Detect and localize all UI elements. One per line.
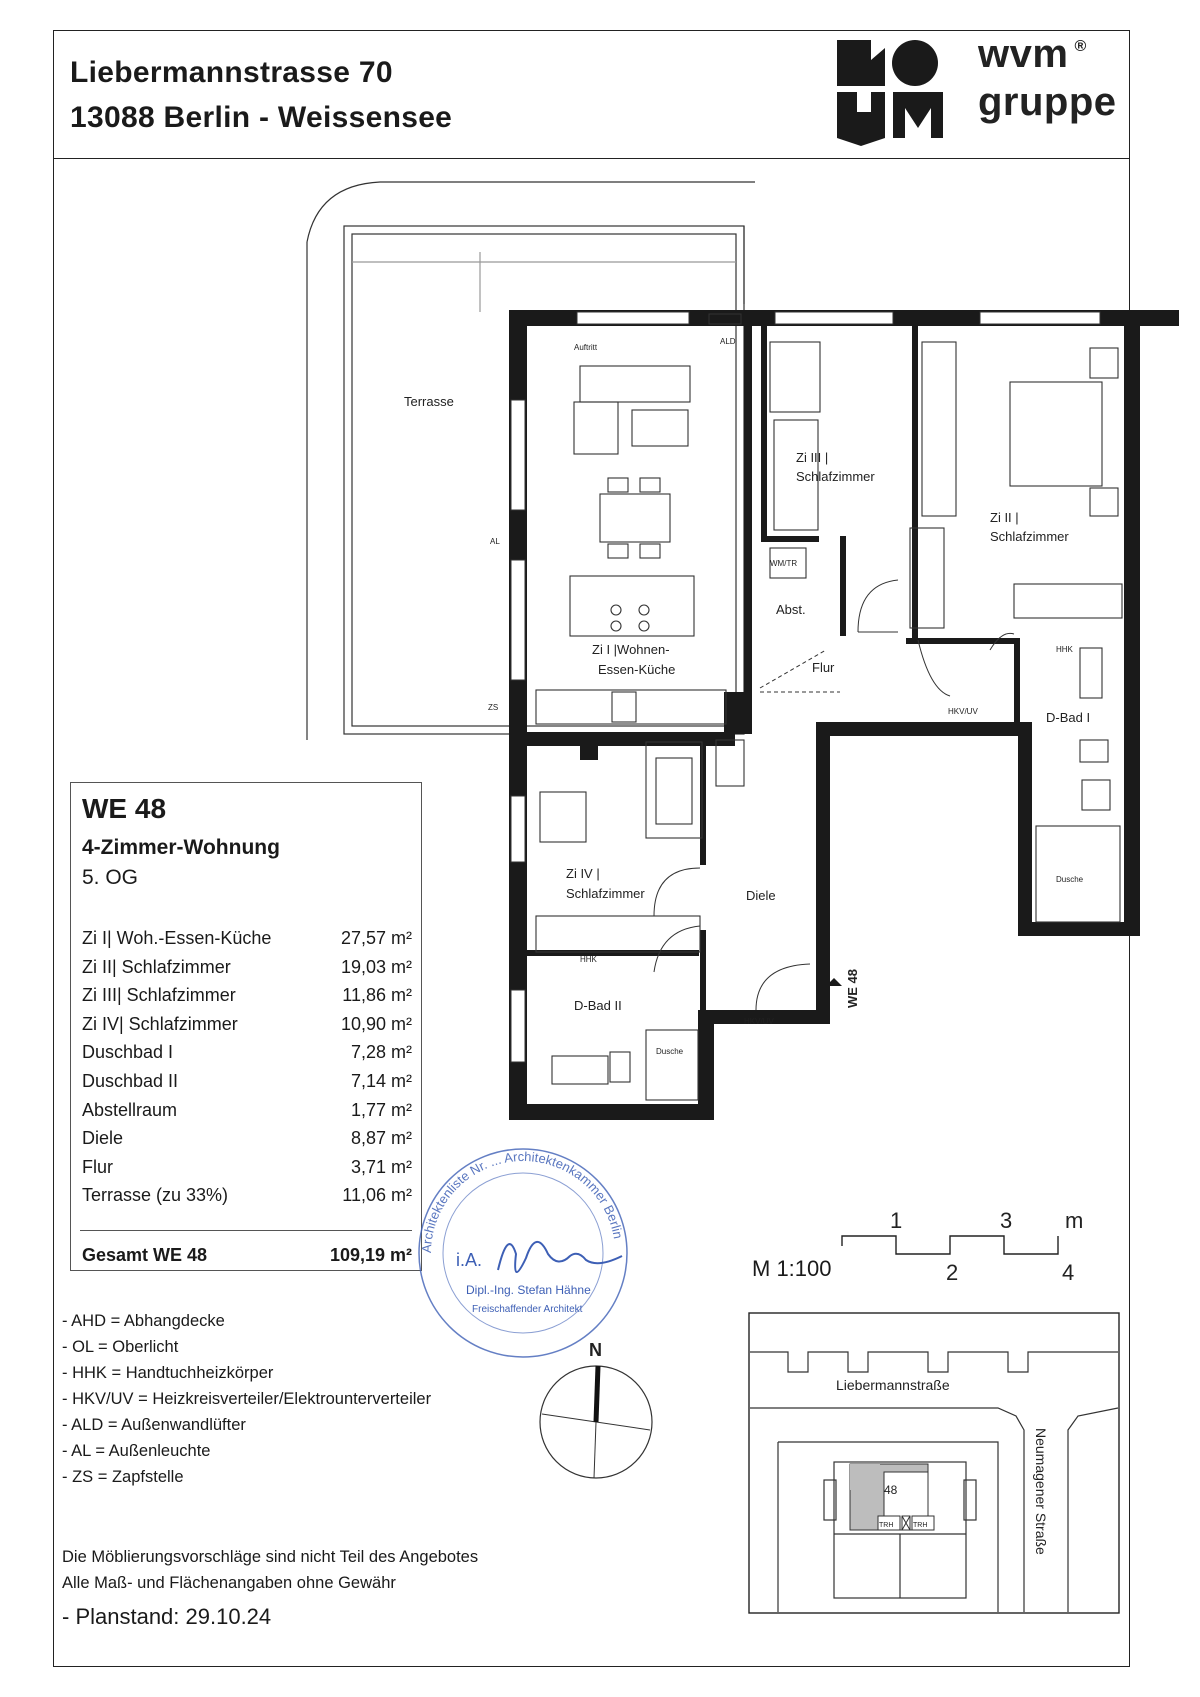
label-zi3-line1: Zi III |: [796, 450, 829, 465]
room-name: Zi IV| Schlafzimmer: [82, 1013, 238, 1034]
site-plan: [748, 1312, 1120, 1614]
room-area: 10,90 m²: [340, 1013, 412, 1034]
room-area: 7,14 m²: [350, 1070, 412, 1091]
total-divider: [80, 1230, 412, 1231]
label-flur: Flur: [812, 660, 835, 675]
room-area-list: [82, 928, 412, 1214]
legend-item: - OL = Oberlicht: [62, 1338, 179, 1356]
room-area: 19,03 m²: [340, 956, 412, 977]
label-hkv-2: HKV/UV: [744, 1017, 774, 1026]
address-line-1: Liebermannstrasse 70: [70, 56, 393, 89]
label-dbad2: D-Bad II: [574, 998, 622, 1013]
room-name: Zi III| Schlafzimmer: [82, 985, 236, 1006]
room-name: Zi II| Schlafzimmer: [82, 956, 231, 977]
label-abst: Abst.: [776, 602, 806, 617]
site-trh-1: TRH: [879, 1522, 894, 1529]
label-zs: ZS: [488, 703, 499, 712]
label-hhk-2: HHK: [580, 955, 597, 964]
scale-tick-m: m: [1065, 1210, 1084, 1233]
label-zi2-line2: Schlafzimmer: [990, 529, 1069, 544]
stamp-signature: i.A.: [456, 1250, 483, 1270]
scale-tick-4: 4: [1062, 1260, 1075, 1285]
note-furniture: Die Möblierungsvorschläge sind nicht Teil des Angebotes: [62, 1548, 479, 1566]
room-row: [82, 1042, 412, 1071]
address-line-2: 13088 Berlin - Weissensee: [70, 101, 453, 134]
plan-date: - Planstand: 29.10.24: [62, 1604, 272, 1629]
entrance-we-marker: WE 48: [845, 968, 860, 1008]
unit-title: WE 48: [82, 793, 167, 824]
room-name: Flur: [82, 1156, 113, 1177]
unit-type: 4-Zimmer-Wohnung: [82, 836, 280, 859]
label-auftritt: Auftritt: [574, 343, 598, 352]
room-row: [82, 1157, 412, 1186]
scale-label: M 1:100: [752, 1256, 832, 1281]
room-area: 11,86 m²: [342, 985, 412, 1006]
room-row: [82, 1100, 412, 1129]
room-name: Terrasse (zu 33%): [82, 1185, 229, 1206]
label-dbad1: D-Bad I: [1046, 710, 1091, 725]
logo-wordmark-line2: gruppe: [978, 80, 1117, 124]
label-zi1-line1: Zi I |Wohnen-: [592, 642, 670, 657]
label-dusche-1: Dusche: [1056, 875, 1084, 884]
unit-floor: 5. OG: [82, 866, 139, 889]
room-row: [82, 1014, 412, 1043]
room-area: 1,77 m²: [350, 1099, 412, 1120]
room-area: 8,87 m²: [350, 1128, 412, 1149]
stamp-role: Freischaffender Architekt: [472, 1304, 583, 1315]
label-hhk-1: HHK: [1056, 645, 1073, 654]
compass-north-label: N: [589, 1340, 602, 1360]
room-area: 27,57 m²: [340, 928, 412, 948]
label-al: AL: [490, 537, 500, 546]
note-disclaimer: Alle Maß- und Flächenangaben ohne Gewähr: [62, 1574, 396, 1592]
room-name: Zi I| Woh.-Essen-Küche: [82, 928, 272, 948]
label-hkv-1: HKV/UV: [948, 707, 978, 716]
site-unit-number: 48: [884, 1483, 898, 1497]
legend-item: - HKV/UV = Heizkreisverteiler/Elektrounterverteiler: [62, 1390, 432, 1408]
room-row: [82, 1128, 412, 1157]
label-dusche-2: Dusche: [656, 1047, 684, 1056]
terrace-railing: [344, 226, 744, 734]
label-zi4-line2: Schlafzimmer: [566, 886, 645, 901]
legend-item: - AL = Außenleuchte: [62, 1442, 211, 1460]
total-label: Gesamt WE 48: [82, 1245, 208, 1265]
room-name: Abstellraum: [82, 1099, 178, 1120]
label-zi1-line2: Essen-Küche: [598, 662, 676, 677]
total-area: 109,19 m²: [329, 1245, 412, 1265]
scale-tick-3: 3: [1000, 1210, 1013, 1233]
abbreviation-legend: [62, 1312, 431, 1494]
label-zi4-line1: Zi IV |: [566, 866, 600, 881]
label-zi3-line2: Schlafzimmer: [796, 469, 875, 484]
room-row: [82, 985, 412, 1014]
room-area: 11,06 m²: [342, 1185, 412, 1206]
stamp-name: Dipl.-Ing. Stefan Hähne: [466, 1283, 591, 1297]
legend-item: - HHK = Handtuchheizkörper: [62, 1364, 274, 1382]
scale-tick-1: 1: [890, 1210, 903, 1233]
legend-item: - AHD = Abhangdecke: [62, 1312, 225, 1330]
room-row: [82, 928, 412, 957]
room-row: [82, 1071, 412, 1100]
site-street-neumagener: Neumagener Straße: [1033, 1428, 1049, 1555]
room-name: Duschbad II: [82, 1070, 179, 1091]
stamp-ring-text: Architektenliste Nr. ... Architektenkammer Berlin: [418, 1148, 626, 1254]
room-name: Diele: [82, 1128, 124, 1149]
scale-tick-2: 2: [946, 1260, 959, 1285]
label-terrasse: Terrasse: [404, 394, 454, 409]
label-diele: Diele: [746, 888, 776, 903]
label-zi2-line1: Zi II |: [990, 510, 1019, 525]
label-wmtr: WM/TR: [770, 559, 798, 568]
scale-bar: [840, 1210, 1100, 1300]
logo-wordmark-line1: wvm ®: [978, 32, 1087, 76]
architect-stamp: [408, 1138, 638, 1368]
legend-item: - ZS = Zapfstelle: [62, 1468, 184, 1486]
room-row: [82, 1185, 412, 1214]
legend-item: - ALD = Außenwandlüfter: [62, 1416, 246, 1434]
room-name: Duschbad I: [82, 1042, 174, 1063]
terrace-edge-curve: [307, 182, 755, 242]
room-area: 3,71 m²: [350, 1156, 412, 1177]
site-street-liebermann: Liebermannstraße: [836, 1377, 950, 1393]
label-ald: ALD: [720, 337, 736, 346]
room-area: 7,28 m²: [350, 1042, 412, 1063]
room-row: [82, 957, 412, 986]
north-compass: [536, 1336, 656, 1484]
site-trh-2: TRH: [913, 1522, 928, 1529]
